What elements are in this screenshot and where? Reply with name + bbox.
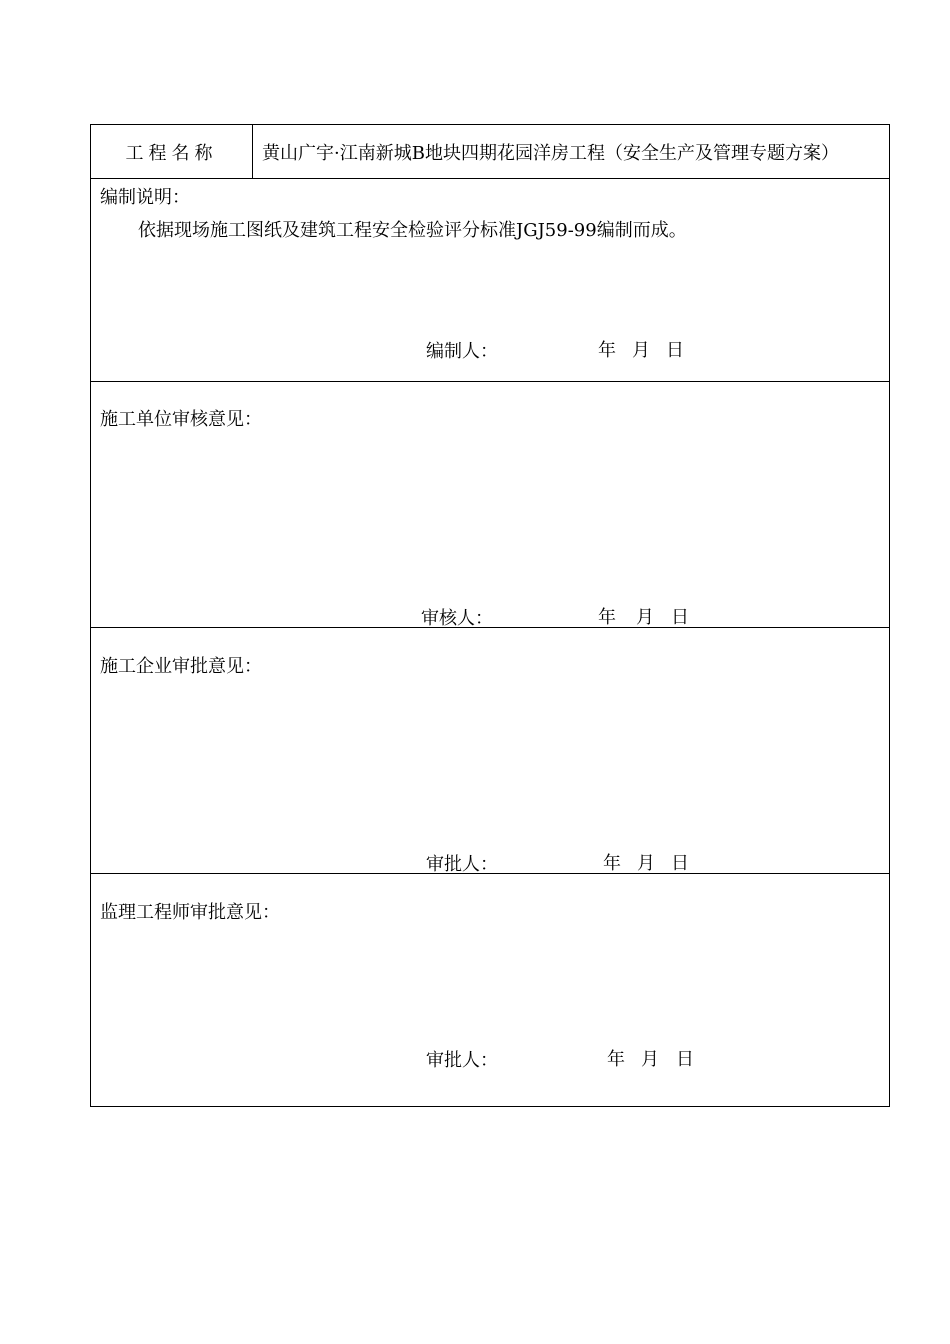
supervisor-approver-label: 审批人： — [426, 1050, 498, 1071]
approval-form — [90, 124, 890, 1107]
supervisor-approval-title: 监理工程师审批意见： — [100, 902, 280, 923]
enterprise-month: 月 — [637, 853, 655, 874]
supervisor-day: 日 — [676, 1049, 694, 1070]
contractor-review-section — [91, 382, 889, 628]
supervisor-month: 月 — [641, 1049, 659, 1070]
compile-day: 日 — [666, 340, 684, 361]
review-day: 日 — [671, 607, 689, 628]
enterprise-year: 年 — [603, 853, 621, 874]
compile-month: 月 — [632, 340, 650, 361]
project-name-value: 黄山广宇·江南新城B地块四期花园洋房工程（安全生产及管理专题方案） — [262, 142, 839, 164]
supervisor-year: 年 — [607, 1049, 625, 1070]
enterprise-approval-section — [91, 628, 889, 874]
enterprise-approval-title: 施工企业审批意见： — [100, 656, 262, 677]
compilation-body: 依据现场施工图纸及建筑工程安全检验评分标准JGJ59-99编制而成。 — [138, 220, 687, 241]
contractor-review-title: 施工单位审核意见： — [100, 409, 262, 430]
project-name-label: 工程名称 — [91, 125, 253, 178]
compiler-label: 编制人： — [426, 341, 498, 362]
compile-year: 年 — [598, 340, 616, 361]
compilation-section — [91, 179, 889, 382]
enterprise-day: 日 — [671, 853, 689, 874]
supervisor-approval-section — [91, 874, 889, 1106]
enterprise-approver-label: 审批人： — [426, 854, 498, 875]
review-year: 年 — [598, 607, 616, 628]
compilation-title: 编制说明： — [100, 187, 190, 208]
project-name-row — [91, 125, 889, 179]
reviewer-label: 审核人： — [421, 608, 493, 629]
review-month: 月 — [636, 607, 654, 628]
